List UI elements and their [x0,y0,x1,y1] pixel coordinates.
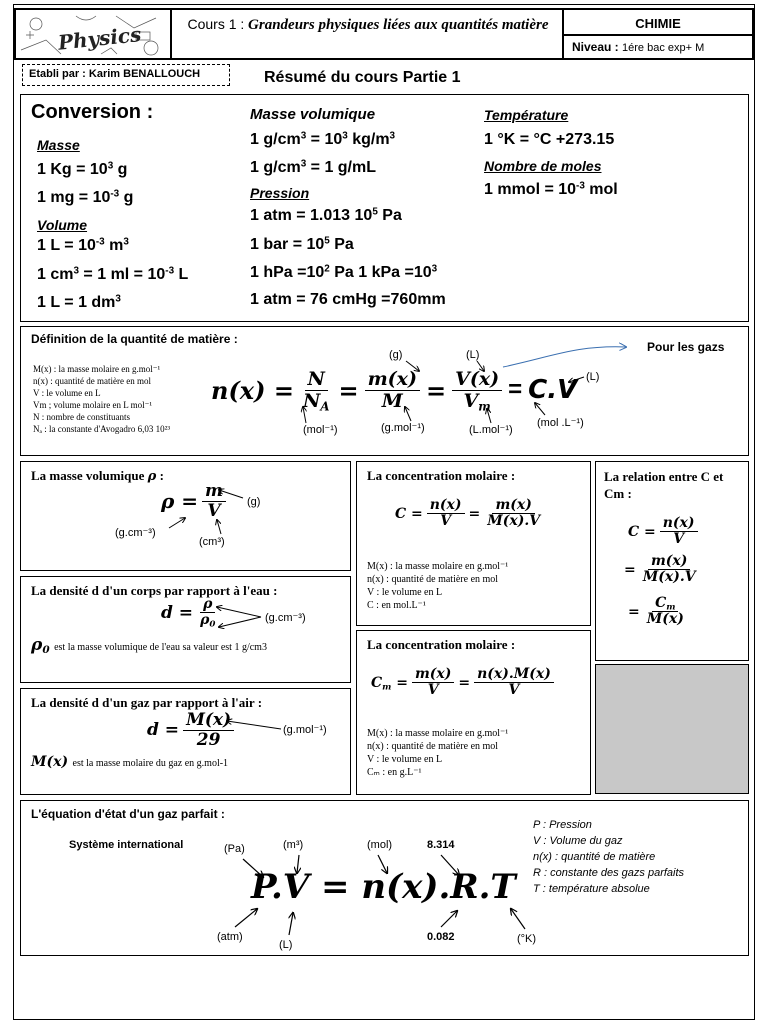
pour-les-gazs-label: Pour les gazs [647,340,725,354]
densite-eau-formula: d = $\frac{\rho}{\rho_0}$ [161,596,216,630]
conc1-legend [367,560,508,612]
legend-item: n(x) : quantité de matière en mol [367,741,499,752]
conc2-legend [367,727,508,779]
unit-g-cm3: (g.cm⁻³) [115,527,156,539]
legend-item: Cₘ : en g.L⁻¹ [367,767,422,778]
legend-item: M(x) : la masse molaire en g.mol⁻¹ [367,561,509,572]
temperature-heading: Température [484,107,569,123]
r-si-value: 8.314 [427,839,455,851]
systeme-international-label: Système international [69,839,184,851]
mv-line-1: 1 $g/cm^3 = 10^3$ $kg/m^3$ [250,130,396,148]
concentration-box-1 [356,461,591,626]
unit-m3: (m³) [283,839,304,851]
unit-g: (g) [389,349,403,361]
moles-heading: Nombre de moles [484,158,602,174]
author-label: Etabli par : Karim BENALLOUCH [22,64,230,86]
volume-heading: Volume [37,217,88,233]
temperature-line-1: 1 °K = °C +273.15 [484,131,615,148]
gaz-parfait-box [20,800,749,956]
conversion-title: Conversion : [31,101,154,123]
densite-eau-box [20,576,351,683]
legend-item: V : Volume du gaz [533,835,623,847]
definition-box [20,326,749,456]
niveau-label: Niveau : [572,40,619,54]
legend-item: N : nombre de constituants [33,412,130,422]
legend-item: V : le volume en L [33,388,101,398]
header-subject-box [564,8,754,36]
header-title-box [172,8,564,60]
masse-line-1: 1 $Kg = 10^3$ g [37,160,128,178]
unit-mol-L: (mol .L⁻¹) [537,417,584,429]
cm-formula: $C_m$ = $\frac{m(x)}{V}$ = $\frac{n(x).M(x)}{V}$ [371,667,554,699]
pression-line-1: 1 atm = 1.013 $10^5$ Pa [250,206,402,224]
legend-item: M(x) : la masse molaire en g.mol⁻¹ [367,728,509,739]
unit-Pa: (Pa) [224,843,245,855]
densite-air-box [20,688,351,795]
legend-item: C : en mol.L⁻¹ [367,600,426,611]
legend-item: T : température absolue [533,883,650,895]
rho-formula: ρ = $\frac{m}{V}$ [161,482,226,520]
legend-item: V : le volume en L [367,587,443,598]
densite-air-formula: d = $\frac{M(x)}{29}$ [147,711,234,749]
volume-line-1: 1 $L = 10^{-3}$ $m^3$ [37,236,129,254]
unit-g: (g) [247,496,261,508]
legend-item: P : Pression [533,819,592,831]
legend-item: M(x) : la masse molaire en g.mol⁻¹ [33,364,161,374]
unit-K: (°K) [517,933,537,945]
relation-line-1: C = $\frac{n(x)}{V}$ [628,516,698,548]
legend-item: n(x) : quantité de matière en mol [367,574,499,585]
masse-line-2: 1 mg = $10^{-3}$ g [37,188,134,206]
masse-volumique-arrows [21,462,352,572]
header-logo-box [14,8,172,60]
resume-title: Résumé du cours Partie 1 [264,69,461,86]
cours-title: Grandeurs physiques liées aux quantités matière [248,17,549,33]
unit-L: (L) [279,939,293,951]
ideal-gas-formula: P.V = n(x).R.T [251,867,516,907]
concentration-title: La concentration molaire : [367,468,516,483]
unit-L: (L) [466,349,480,361]
unit-L-2: (L) [586,371,600,383]
relation-line-2: = $\frac{m(x)}{M(x).V}$ [624,553,696,586]
physics-logo [16,10,172,60]
logo-text: Physics [56,22,143,55]
pression-heading: Pression [250,185,310,201]
unit-g-mol: (g.mol⁻¹) [381,422,425,434]
relation-title: La relation entre C et Cm : [604,469,724,501]
legend-item: V : le volume en L [367,754,443,765]
volume-line-2: 1 $cm^3 = 1$ ml = $10^{-3}$ L [37,265,189,283]
mx-note: M(x) est la masse molaire du gaz en g.mol-1 [31,754,229,770]
pression-line-2: 1 bar = $10^5$ Pa [250,235,354,253]
unit-cm3: (cm³) [199,536,225,548]
legend-item: Vm ; volume molaire en L mol⁻¹ [33,400,153,410]
masse-volumique-box [20,461,351,571]
relation-line-3: = $\frac{C_m}{M(x)}$ [628,595,684,628]
gaz-legend [533,817,684,897]
densite-eau-arrows [21,577,352,684]
cours-prefix: Cours 1 : [187,16,245,32]
conversion-box [20,94,749,322]
definition-legend [33,363,170,435]
header-niveau-box [564,36,754,60]
definition-title: Définition de la quantité de matière : [31,332,238,346]
c-formula: C = $\frac{n(x)}{V}$ = $\frac{m(x)}{M(x).V}$ [395,497,541,530]
legend-item: R : constante des gazs parfaits [533,867,685,879]
legend-item: n(x) : quantité de matière en mol [33,376,151,386]
concentration-title: La concentration molaire : [367,637,516,652]
relation-box [595,461,749,661]
volume-line-3: 1 L = 1 $dm^3$ [37,293,121,311]
unit-atm: (atm) [217,931,243,943]
masse-volumique-heading: Masse volumique [250,106,376,123]
masse-volumique-title: La masse volumique ρ : [31,468,164,484]
gaz-title: L'équation d'état d'un gaz parfait : [31,807,225,821]
concentration-box-2 [356,630,591,795]
legend-item: Nₐ : la constante d'Avogadro 6,03 10²³ [33,424,171,434]
unit-mol-1: (mol⁻¹) [303,424,338,436]
densite-air-arrows [21,689,352,796]
rho0-note: $\rho_0$ est la masse volumique de l'eau sa valeur est 1 g/cm3 [31,635,267,657]
pression-line-3: 1 hPa $=10^2$ Pa 1 kPa $=10^3$ [250,263,438,281]
legend-item: n(x) : quantité de matière [533,851,656,863]
masse-heading: Masse [37,137,80,153]
unit-g-mol: (g.mol⁻¹) [283,724,327,736]
densite-air-title: La densité d d'un gaz par rapport à l'air : [31,695,263,710]
subject-label: CHIMIE [635,16,681,31]
formula-n: n(x) = $\frac{N}{N_A}$ = $\frac{m(x)}{M}$ = $\frac{V(x)}{V_m}$ = C.V [211,368,578,414]
r-other-value: 0.082 [427,931,455,943]
pression-line-4: 1 atm = 76 cmHg =760mm [250,291,446,308]
mv-line-2: 1 $g/cm^3 = 1$ g/mL [250,158,376,176]
niveau-value: 1ére bac exp+ M [622,42,705,54]
grey-placeholder [595,664,749,794]
moles-line-1: 1 mmol = $10^{-3}$ mol [484,180,618,198]
unit-g-cm3: (g.cm⁻³) [265,612,306,624]
densite-eau-title: La densité d d'un corps par rapport à l'eau : [31,583,278,598]
unit-L-mol: (L.mol⁻¹) [469,424,513,436]
unit-mol: (mol) [367,839,393,851]
